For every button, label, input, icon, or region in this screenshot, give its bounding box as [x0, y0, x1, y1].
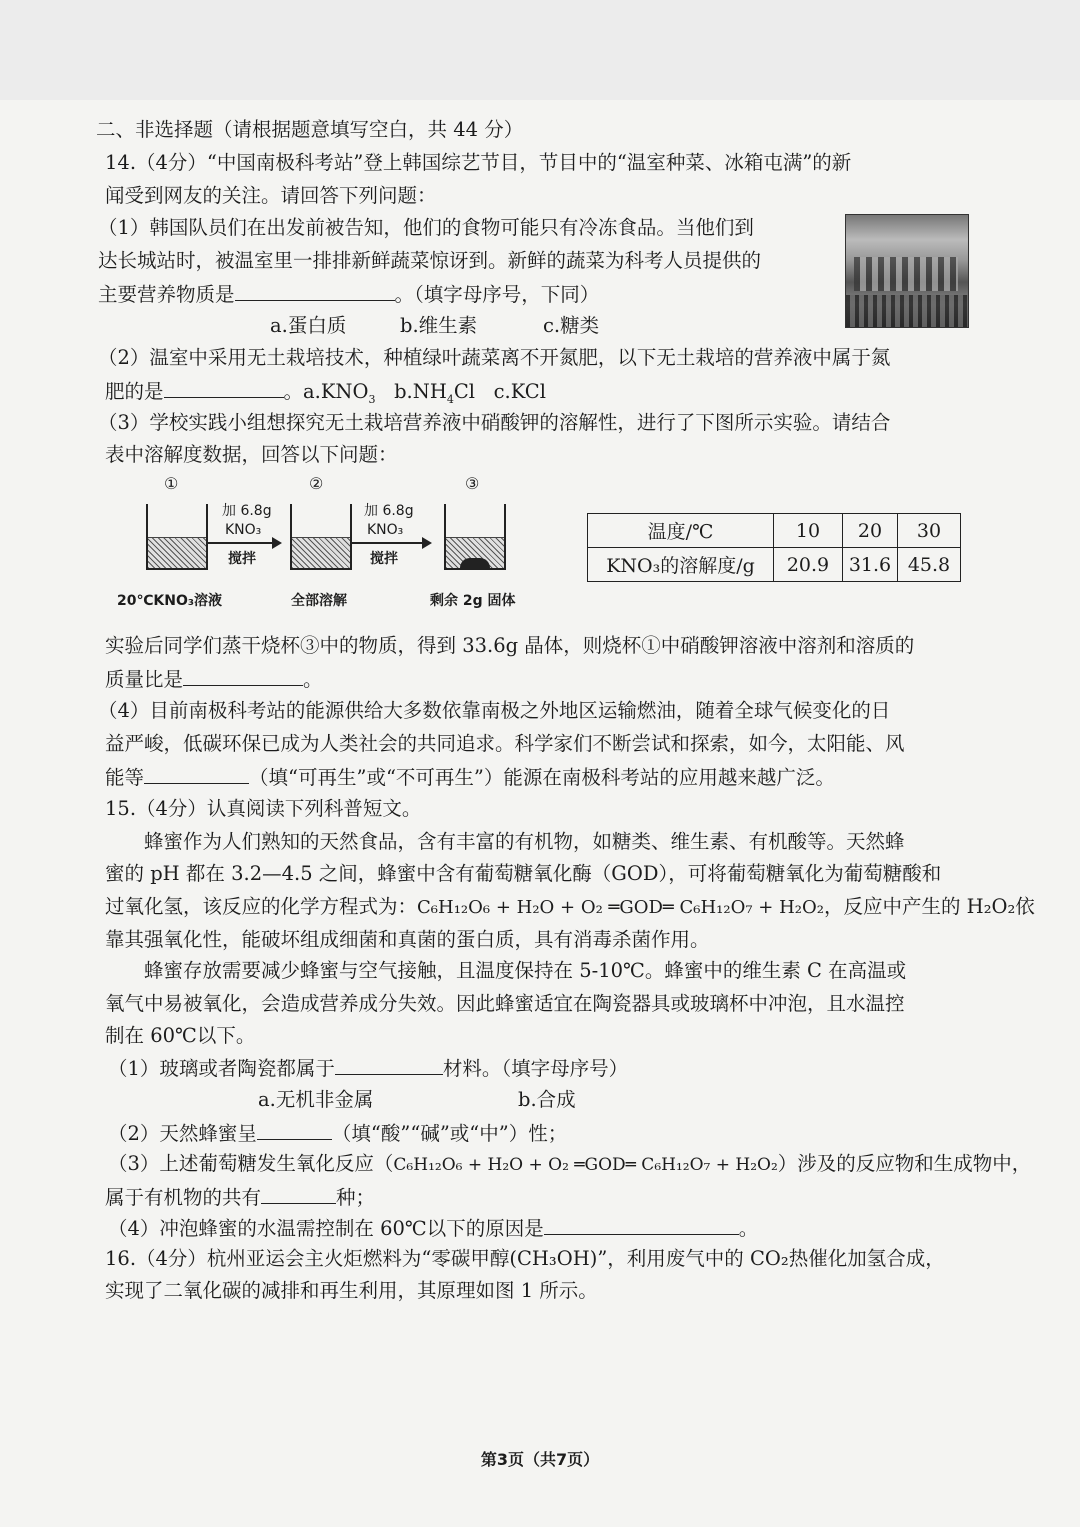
q15-sub4	[108, 1214, 758, 1243]
q14-part3-prompt: 质量比是	[105, 668, 184, 691]
q15-para2-line3: 制在 60℃以下。	[105, 1024, 256, 1047]
table-cell: 31.6	[843, 548, 898, 582]
add-amount-2: 加 6.8g	[364, 503, 414, 519]
q14-part4-prompt: 能等	[105, 766, 145, 789]
q15-sub1-prompt: （1）玻璃或者陶瓷都属于	[108, 1057, 335, 1080]
q14-intro-line2: 闻受到网友的关注。请回答下列问题：	[105, 184, 437, 207]
q14-part1-option-c: c.糖类	[543, 314, 600, 337]
chemical-equation: C₆H₁₂O₆ + H₂O + O₂ ═GOD═ C₆H₁₂O₇ + H₂O₂	[393, 1155, 778, 1175]
q14-part1-option-b: b.维生素	[400, 314, 478, 337]
table-cell: 30	[898, 514, 961, 548]
table-header-temperature: 温度/℃	[588, 514, 774, 548]
q14-intro-line1: 14.（4分）“中国南极科考站”登上韩国综艺节目，节目中的“温室种菜、冰箱屯满”的新	[105, 151, 852, 174]
caption-beaker-3: 剩余 2g 固体	[430, 593, 516, 609]
caption-beaker-2: 全部溶解	[291, 593, 347, 609]
q14-part1-line2: 达长城站时，被温室里一排排新鲜蔬菜惊讶到。新鲜的蔬菜为科考人员提供的	[98, 249, 762, 272]
q15-sub3-unit: 种；	[336, 1186, 376, 1209]
table-header-solubility: KNO₃的溶解度/g	[588, 548, 774, 582]
option-b-nh4cl: b.NH	[394, 380, 447, 403]
step-1-number: ①	[164, 474, 179, 493]
q15-sub4-prompt: （4）冲泡蜂蜜的水温需控制在 60℃以下的原因是	[108, 1217, 544, 1240]
q15-para1-line3	[105, 893, 1035, 922]
q14-part3-line2: 表中溶解度数据，回答以下问题：	[105, 443, 398, 466]
answer-blank[interactable]	[144, 763, 249, 784]
option-b-cl: Cl	[453, 380, 475, 403]
answer-blank[interactable]	[164, 377, 284, 398]
equation-outro: ，反应中产生的 H₂O₂依	[823, 895, 1035, 918]
greenhouse-photo	[845, 214, 969, 328]
table-row-solubility	[588, 548, 961, 582]
q14-part1-line1: （1）韩国队员们在出发前被告知，他们的食物可能只有冷冻食品。当他们到	[98, 216, 754, 239]
q15-sub2-hint: （填“酸”“碱”或“中”）性；	[331, 1122, 568, 1145]
answer-blank[interactable]	[183, 665, 303, 686]
q14-part1-prompt: 主要营养物质是	[98, 283, 235, 306]
q14-part2-line2: 肥的是 。$a.KNO_3$ $b.NH_4Cl$ c.KCl	[105, 377, 546, 406]
table-cell: 10	[774, 514, 843, 548]
answer-blank[interactable]	[257, 1119, 332, 1140]
q15-sub2-prompt: （2）天然蜂蜜呈	[108, 1122, 257, 1145]
q16-line2: 实现了二氧化碳的减排和再生利用，其原理如图 1 所示。	[105, 1279, 598, 1302]
table-row-temperature	[588, 514, 961, 548]
q15-sub1-option-b: b.合成	[518, 1088, 576, 1111]
q14-part1-hint: 。（填字母序号，下同）	[394, 283, 600, 306]
q14-part1-line3	[98, 280, 599, 309]
q15-sub3-hint: ）涉及的反应物和生成物中，	[777, 1152, 1032, 1175]
q14-part2-line1: （2）温室中采用无土栽培技术，种植绿叶蔬菜离不开氮肥，以下无土栽培的营养液中属于氮	[98, 346, 891, 369]
beaker-3	[444, 504, 506, 570]
q15-sub2	[108, 1119, 567, 1148]
reagent-2: KNO₃	[367, 522, 404, 538]
solubility-table	[587, 513, 961, 582]
q15-para2-line1: 蜂蜜存放需要减少蜂蜜与空气接触，且温度保持在 5-10℃。蜂蜜中的维生素 C 在高温或	[144, 959, 907, 982]
period: 。	[303, 668, 323, 691]
q14-part4-line2: 益严峻，低碳环保已成为人类社会的共同追求。科学家们不断尝试和探索，如今，太阳能、风	[105, 732, 905, 755]
caption-beaker-1: 20℃KNO₃溶液	[117, 593, 223, 609]
chemical-equation: C₆H₁₂O₆ + H₂O + O₂ ═GOD═ C₆H₁₂O₇ + H₂O₂	[417, 897, 824, 918]
q14-part4-line1: （4）目前南极科考站的能源供给大多数依靠南极之外地区运输燃油，随着全球气候变化的日	[98, 699, 891, 722]
stir-2: 搅拌	[370, 551, 398, 567]
option-a-kno3: 。a.KNO	[283, 380, 369, 403]
q14-part3-line1: （3）学校实践小组想探究无土栽培营养液中硝酸钾的溶解性，进行了下图所示实验。请结合	[98, 411, 891, 434]
q15-sub1-hint: 材料。（填字母序号）	[442, 1057, 629, 1080]
step-3-number: ③	[465, 474, 480, 493]
q15-sub3-line2	[105, 1183, 375, 1212]
arrow-2	[350, 542, 430, 544]
q15-para1-line4: 靠其强氧化性，能破坏组成细菌和真菌的蛋白质，具有消毒杀菌作用。	[105, 928, 710, 951]
page-footer: 第3页（共7页）	[480, 1450, 600, 1469]
add-amount-1: 加 6.8g	[222, 503, 272, 519]
equation-intro: 过氧化氢，该反应的化学方程式为：	[105, 895, 418, 918]
q15-para2-line2: 氧气中易被氧化，会造成营养成分失效。因此蜂蜜适宜在陶瓷器具或玻璃杯中冲泡，且水温控	[105, 992, 905, 1015]
stir-1: 搅拌	[228, 551, 256, 567]
period: 。	[738, 1217, 759, 1240]
answer-blank[interactable]	[261, 1183, 336, 1204]
q14-part1-option-a: a.蛋白质	[270, 314, 347, 337]
table-cell: 20.9	[774, 548, 843, 582]
q15-para1-line2: 蜜的 pH 都在 3.2—4.5 之间，蜂蜜中含有葡萄糖氧化酶（GOD），可将葡萄糖氧化为葡萄糖酸和	[105, 862, 942, 885]
undissolved-solid	[460, 558, 490, 568]
q15-para1-line1: 蜂蜜作为人们熟知的天然食品，含有丰富的有机物，如糖类、维生素、有机酸等。天然蜂	[144, 830, 905, 853]
table-cell: 20	[843, 514, 898, 548]
table-cell: 45.8	[898, 548, 961, 582]
q15-title: 15.（4分）认真阅读下列科普短文。	[105, 797, 422, 820]
q15-sub3-prompt2: 属于有机物的共有	[105, 1186, 262, 1209]
beaker-2	[290, 504, 352, 570]
q16-line1: 16.（4分）杭州亚运会主火炬燃料为“零碳甲醇(CH₃OH)”，利用废气中的 CO₂热催化加氢合成，	[105, 1247, 945, 1270]
q15-sub3-prompt: （3）上述葡萄糖发生氧化反应（	[108, 1152, 394, 1175]
section-title: 二、非选择题（请根据题意填写空白，共 44 分）	[96, 118, 524, 141]
answer-blank[interactable]	[544, 1214, 739, 1235]
q14-part3-line3: 实验后同学们蒸干烧杯③中的物质，得到 33.6g 晶体，则烧杯①中硝酸钾溶液中溶剂和溶质的	[105, 634, 915, 657]
step-2-number: ②	[309, 474, 324, 493]
reagent-1: KNO₃	[225, 522, 262, 538]
q14-part4-line3	[105, 763, 835, 792]
answer-blank[interactable]	[335, 1054, 443, 1075]
answer-blank[interactable]	[235, 280, 395, 301]
option-c-kcl: c.KCl	[493, 380, 546, 403]
arrow-1	[206, 542, 280, 544]
q15-sub1	[108, 1054, 628, 1083]
q14-part2-prompt: 肥的是	[105, 380, 164, 403]
q15-sub1-option-a: a.无机非金属	[258, 1088, 374, 1111]
beaker-1	[146, 504, 208, 570]
q15-sub3-line1	[108, 1150, 1031, 1179]
q14-part4-hint: （填“可再生”或“不可再生”）能源在南极科考站的应用越来越广泛。	[249, 766, 835, 789]
q14-part3-line4	[105, 665, 323, 694]
